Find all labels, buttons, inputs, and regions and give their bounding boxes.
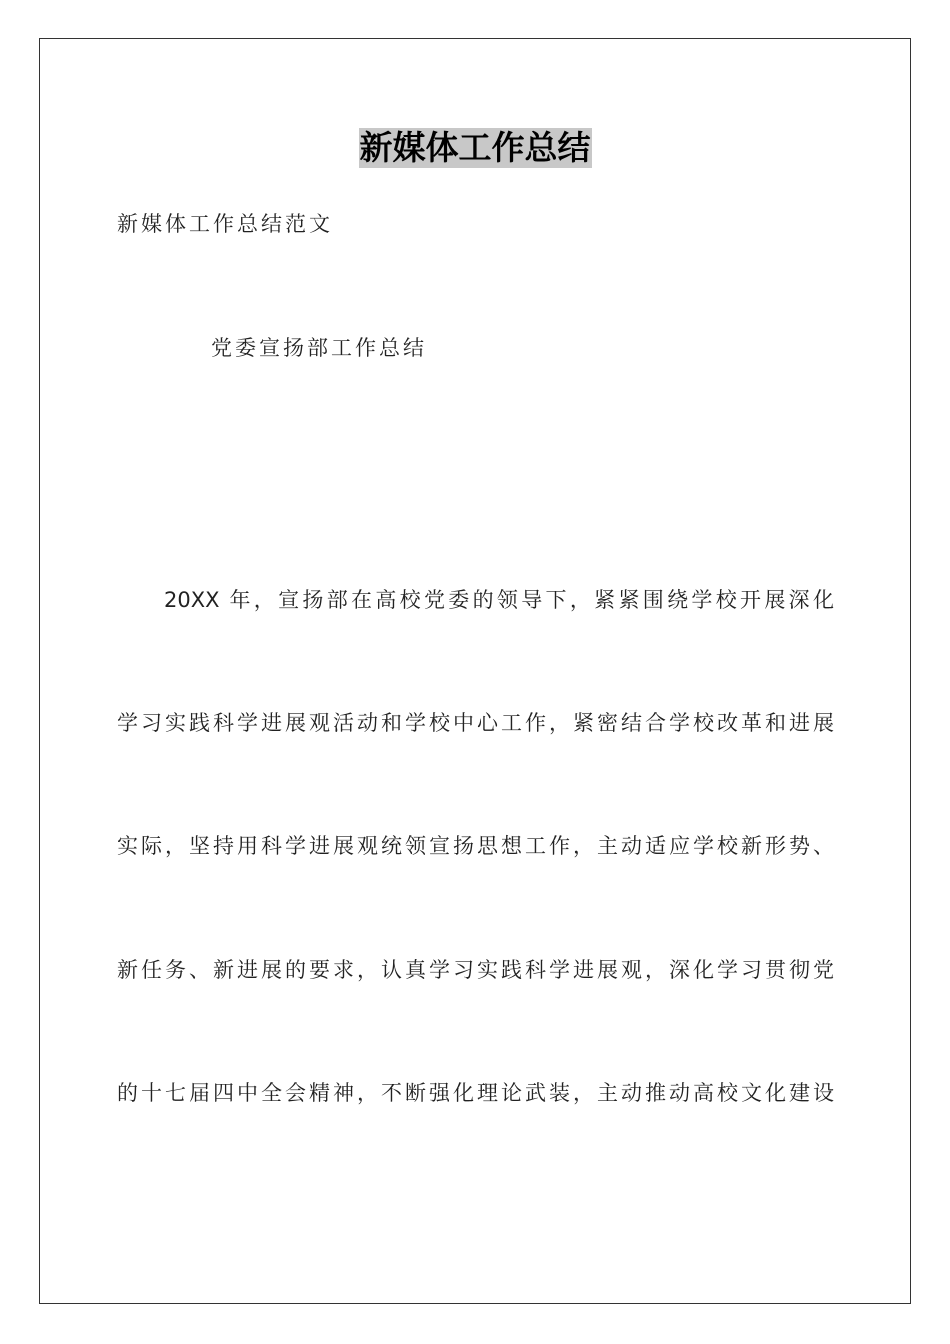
paragraph-line-4: 新任务、新进展的要求，认真学习实践科学进展观，深化学习贯彻党 — [117, 958, 834, 982]
document-title: 新媒体工作总结 — [359, 128, 591, 167]
paragraph-line-3: 实际，坚持用科学进展观统领宣扬思想工作，主动适应学校新形势、 — [117, 834, 834, 858]
title-container — [0, 128, 950, 168]
section-heading: 党委宣扬部工作总结 — [211, 336, 427, 360]
paragraph-line-5: 的十七届四中全会精神，不断强化理论武装，主动推动高校文化建设 — [117, 1081, 834, 1105]
paragraph-line-2: 学习实践科学进展观活动和学校中心工作，紧密结合学校改革和进展 — [117, 711, 834, 735]
document-subtitle: 新媒体工作总结范文 — [117, 212, 333, 236]
paragraph-line-1: 20XX 年，宣扬部在高校党委的领导下，紧紧围绕学校开展深化 — [164, 588, 834, 612]
